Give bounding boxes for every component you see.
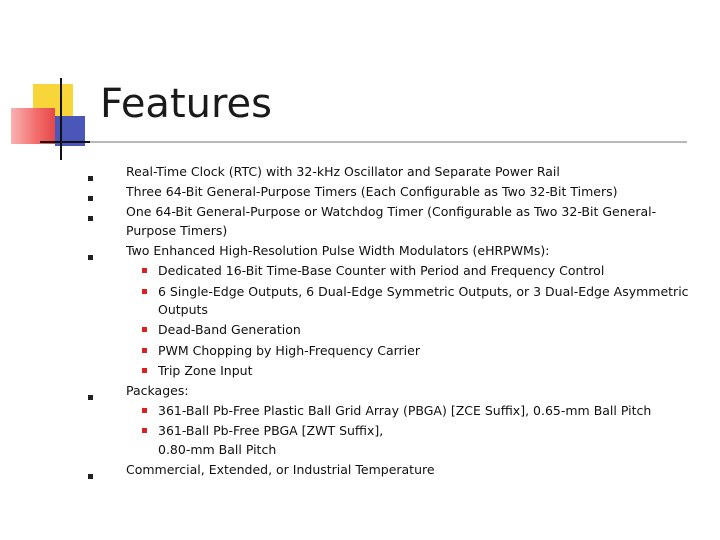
sub-bullet-marker [142,368,147,373]
bullet-marker [88,474,93,479]
bullet-marker [88,395,93,400]
bullet-marker [88,216,93,221]
bullet-text: Commercial, Extended, or Industrial Temperature [126,462,435,478]
sub-bullet-text: PWM Chopping by High-Frequency Carrier [158,342,420,358]
bullet-text: Three 64-Bit General-Purpose Timers (Each Configurable as Two 32-Bit Timers) [126,184,618,200]
bullet-text: Two Enhanced High-Resolution Pulse Width Modulators (eHRPWMs): [126,243,550,259]
bullet-marker [88,255,93,260]
logo-red-square [11,108,55,144]
slide-title: Features [100,81,272,127]
sub-bullet-marker [142,327,147,332]
sub-bullet-marker [142,268,147,273]
sub-bullet-text: Dead-Band Generation [158,322,301,338]
bullet-text: One 64-Bit General-Purpose or Watchdog Timer (Configurable as Two 32-Bit General- [126,204,657,220]
sub-bullet-marker [142,289,147,294]
bullet-text: Purpose Timers) [126,223,228,238]
bullet-marker [88,196,93,201]
bullet-text: Real-Time Clock (RTC) with 32-kHz Oscillator and Separate Power Rail [126,164,560,179]
sub-bullet-text: Dedicated 16-Bit Time-Base Counter with Period and Frequency Control [158,263,605,279]
bullet-text: Packages: [126,383,189,398]
sub-bullet-text: Outputs [158,302,208,318]
sub-bullet-marker [142,428,147,433]
sub-bullet-marker [142,408,147,413]
sub-bullet-text: 6 Single-Edge Outputs, 6 Dual-Edge Symmetric Outputs, or 3 Dual-Edge Asymmetric [158,283,689,299]
bullet-marker [88,176,93,181]
sub-bullet-marker [142,348,147,353]
logo-horizontal-line [40,141,90,143]
sub-bullet-text: 361-Ball Pb-Free Plastic Ball Grid Array (PBGA) [ZCE Suffix], 0.65-mm Ball Pitch [158,403,652,419]
title-divider [90,141,687,143]
logo-vertical-line [60,78,62,160]
sub-bullet-text: 0.80-mm Ball Pitch [158,442,277,457]
sub-bullet-text: Trip Zone Input [158,362,253,378]
sub-bullet-text: 361-Ball Pb-Free PBGA [ZWT Suffix], [158,423,384,439]
